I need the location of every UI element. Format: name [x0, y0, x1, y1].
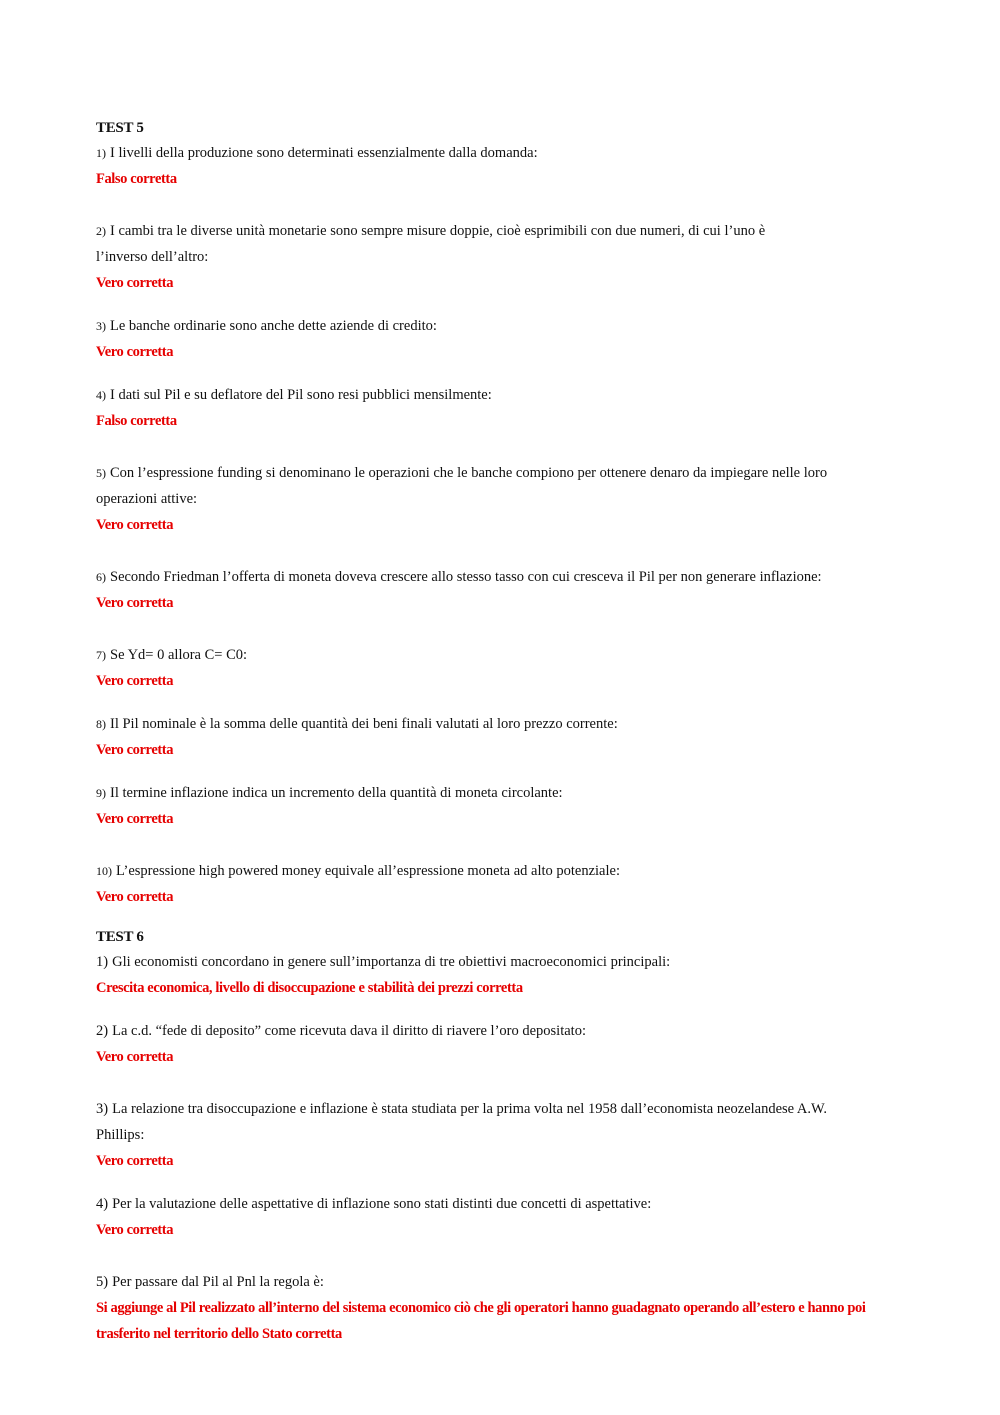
question-item	[96, 564, 896, 616]
question-item	[96, 858, 896, 910]
question-item	[96, 382, 896, 434]
question-text: 6) Secondo Friedman l’offerta di moneta doveva crescere allo stesso tasso con cui cresceva il Pil per non generare inflazione:	[96, 569, 822, 585]
question-text: 5) Con l’espressione funding si denominano le operazioni che le banche compiono per ottenere denaro da impiegare nelle loro operazioni attive:	[96, 465, 828, 507]
question-item	[96, 711, 896, 763]
question-item	[96, 780, 896, 832]
answer-text: Vero corretta	[96, 275, 174, 291]
question-text: 8) Il Pil nominale è la somma delle quantità dei beni finali valutati al loro prezzo corrente:	[96, 716, 618, 732]
question-text: 1) I livelli della produzione sono determinati essenzialmente dalla domanda:	[96, 145, 538, 161]
question-text: 1) Gli economisti concordano in genere sull’importanza di tre obiettivi macroeconomici principali:	[96, 954, 671, 970]
answer-text: Vero corretta	[96, 595, 174, 611]
question-item	[96, 949, 896, 1001]
answer-text: Crescita economica, livello di disoccupazione e stabilità dei prezzi corretta	[96, 980, 523, 996]
answer-text: Vero corretta	[96, 673, 174, 689]
answer-text: Falso corretta	[96, 171, 177, 187]
question-text: 9) Il termine inflazione indica un incremento della quantità di moneta circolante:	[96, 785, 563, 801]
answer-text: Si aggiunge al Pil realizzato all’interno del sistema economico ciò che gli operatori hanno guadagnato operando all’estero e hanno poi trasferito nel territorio dello Stato corretta	[96, 1300, 866, 1342]
question-text: 2) I cambi tra le diverse unità monetarie sono sempre misure doppie, cioè esprimibili con due numeri, di cui l’uno è l’inverso dell’altro:	[96, 223, 766, 265]
question-item	[96, 642, 896, 694]
question-item	[96, 1096, 896, 1174]
question-text: 7) Se Yd= 0 allora C= C0:	[96, 647, 248, 663]
question-text: 3) La relazione tra disoccupazione e inflazione è stata studiata per la prima volta nel 1958 dall’economista neozelandese A.W. Phillips:	[96, 1101, 828, 1143]
answer-text: Falso corretta	[96, 413, 177, 429]
answer-text: Vero corretta	[96, 1049, 174, 1065]
answer-text: Vero corretta	[96, 811, 174, 827]
question-item	[96, 313, 896, 365]
answer-text: Vero corretta	[96, 889, 174, 905]
answer-text: Vero corretta	[96, 1153, 174, 1169]
question-item	[96, 1269, 896, 1347]
question-item	[96, 1018, 896, 1070]
question-text: 2) La c.d. “fede di deposito” come ricevuta dava il diritto di riavere l’oro depositato:	[96, 1023, 586, 1039]
test-heading: TEST 6	[96, 929, 144, 945]
question-text: 3) Le banche ordinarie sono anche dette aziende di credito:	[96, 318, 437, 334]
question-item	[96, 1191, 896, 1243]
document-page	[96, 116, 896, 1347]
question-text: 5) Per passare dal Pil al Pnl la regola è:	[96, 1274, 324, 1290]
test-heading: TEST 5	[96, 120, 144, 136]
answer-text: Vero corretta	[96, 742, 174, 758]
question-item	[96, 460, 896, 538]
test-6-section	[96, 925, 896, 1347]
test-5-section	[96, 116, 896, 910]
question-text: 4) Per la valutazione delle aspettative di inflazione sono stati distinti due concetti di aspettative:	[96, 1196, 652, 1212]
question-item	[96, 140, 896, 192]
answer-text: Vero corretta	[96, 517, 174, 533]
question-item	[96, 218, 896, 296]
answer-text: Vero corretta	[96, 1222, 174, 1238]
question-text: 10) L’espressione high powered money equivale all’espressione moneta ad alto potenziale:	[96, 863, 620, 879]
question-text: 4) I dati sul Pil e su deflatore del Pil sono resi pubblici mensilmente:	[96, 387, 492, 403]
answer-text: Vero corretta	[96, 344, 174, 360]
